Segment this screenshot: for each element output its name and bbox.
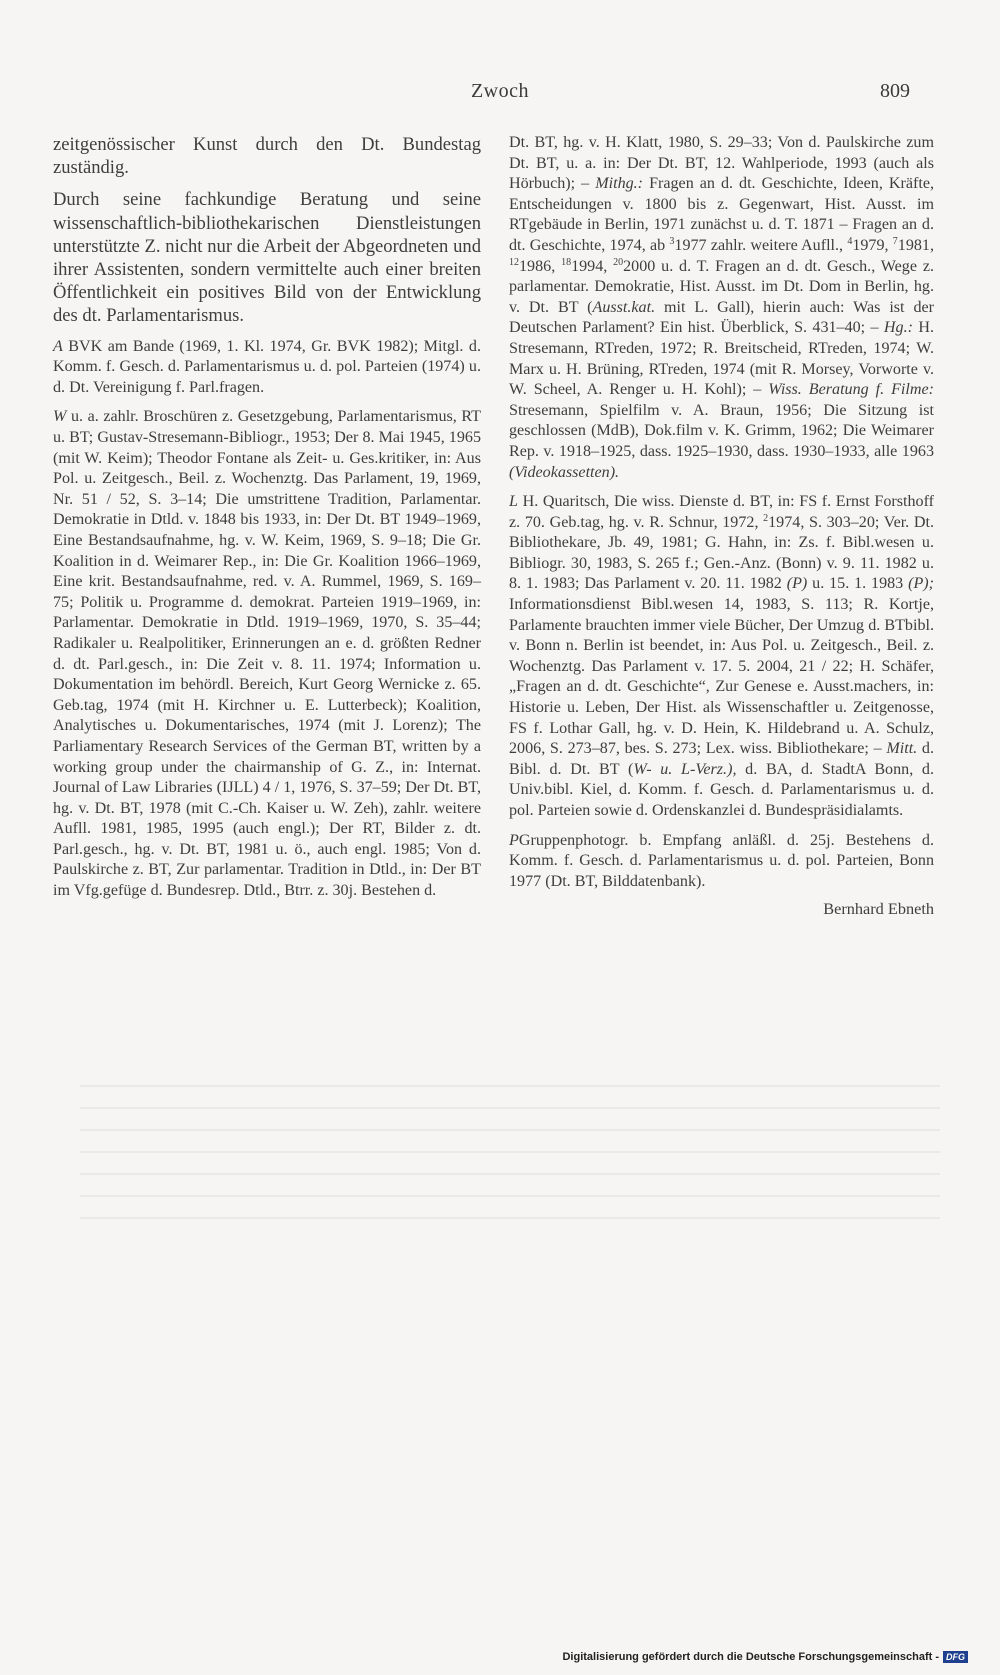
- literature-text: Informationsdienst Bibl.wesen 14, 1983, S. 113; R. Kortje, Parlamente brauchten immer viele Bücher, Der Umzug d. BTbibl. v. Bonn n. Berlin ist beendet, in: Aus Pol. u. Zeitgesch., Beil. z. Wochenztg. Das Parlament v. 17. 5. 2004, 21 / 22; H. Schäfer, „Fragen an d. dt. Geschichte“, Zur Genese e. Ausst.machers, in: Historie u. Leben, Der Hist. als Wissenschaftler u. Zeitgenosse, FS f. Lothar Gall, hg. v. D. Hein, K. Hildebrand u. A. Schulz, 2006, S. 273–87, bes. S. 273; Lex. wiss. Bibliothekare; –: [509, 596, 934, 758]
- works-section: [53, 407, 481, 901]
- works-continued: [509, 133, 934, 483]
- edition-superscript: 2: [763, 512, 769, 524]
- works-text: u. a. zahlr. Broschüren z. Gesetzgebung, Parlamentarismus, RT u. BT; Gustav-Stresemann-Bibliogr., 1953; Der 8. Mai 1945, 1965 (mit W. Keim); Theodor Fontane als Zeit- u. Ges.kritiker, in: Aus Pol. u. Zeitgesch., Beil. z. Wochenztg. Das Parlament, 19, 1969, Nr. 51 / 52, S. 3–14; Die umstrittene Tradition, Parlamentar. Demokratie in Dtld. v. 1848 bis 1933, in: Der Dt. BT 1949–1969, Eine Bestandsaufnahme, hg. v. W. Keim, 1969, S. 9–18; Die Gr. Koalition in d. Weimarer Rep., in: Die Gr. Koalition 1966–1969, Eine krit. Bestandsaufnahme, red. v. A. Rummel, 1969, S. 169–75; Politik u. Programme d. demokrat. Parteien 1919–1969, in: Parlamentar. Demokratie in Dtld. 1919–1969, 1970, S. 35–44; Radikaler u. Realpolitiker, Erinnerungen an e. d. größten Redner d. dt. Parl.gesch., in: Die Zeit v. 8. 11. 1974; Information u. Dokumentation im behördl. Bereich, Kurt Georg Wernicke z. 65. Geb.tag, 1974 (mit H. Kirchner u. E. Lutterbeck); Koalition, Analytisches u. Dokumentarisches, 1974 (mit J. Lorenz); The Parliamentary Research Services of the German BT, written by a working group under the chairmanship of G. Z., in: Internat. Journal of Law Libraries (IJLL) 4 / 1, 1976, S. 37–59; Der Dt. BT, hg. v. Dt. BT, 1978 (mit C.-Ch. Kaiser u. W. Zeh), zahlr. weitere Aufll. 1981, 1985, 1995 (auch engl.); Der RT, Bilder z. dt. Parl.gesch., hg. v. Dt. BT, 1981 u. ö., auch engl. 1985; Von d. Paulskirche z. BT, Zur parlamentar. Tradition in Dtld., in: Der BT im Vfg.gefüge d. Bundesrep. Dtld., Btrr. z. 30j. Bestehen d.: [53, 408, 481, 900]
- page-number: 809: [880, 80, 910, 102]
- bleed-through-shadow: [80, 1085, 940, 1225]
- portrait-label: P: [509, 831, 519, 849]
- works-text-part: 1977 zahlr. weitere Aufll.,: [674, 236, 844, 254]
- edition-superscript: 7: [892, 235, 898, 247]
- edition-superscript: 12: [509, 256, 519, 268]
- dfg-logo: DFG: [943, 1651, 968, 1663]
- works-text-part: 2000 u. d. T. Fragen an d. dt. Gesch., Wege z. parlamentar. Demokratie, Hist. Ausst. im Dt. Dom in Berlin, hg. v. Dt. BT (: [509, 257, 934, 316]
- literature-section: [509, 492, 934, 822]
- literature-verz-label: W- u. L-Verz.),: [633, 760, 737, 778]
- edition-superscript: 20: [613, 256, 624, 268]
- works-hg-label: Hg.:: [883, 319, 913, 337]
- works-text-part: 1986,: [519, 257, 556, 275]
- awards-text: BVK am Bande (1969, 1. Kl. 1974, Gr. BVK 1982); Mitgl. d. Komm. f. Gesch. d. Parlamentarismus u. d. pol. Parteien (1974) u. d. Dt. Vereinigung f. Parl.fragen.: [53, 337, 481, 396]
- literature-text: d. Bibl. d. Dt. BT (: [509, 740, 934, 778]
- works-label: W: [53, 408, 67, 426]
- body-paragraph-1: zeitgenössischer Kunst durch den Dt. Bundestag zuständig.: [53, 134, 481, 179]
- works-mithg-label: Mithg.:: [595, 175, 644, 193]
- literature-mitt-label: Mitt.: [886, 740, 918, 758]
- works-text-part: Dt. BT, hg. v. H. Klatt, 1980, S. 29–33; Von d. Paulskirche zum Dt. BT, u. a. in: Der Dt. BT, 12. Wahlperiode, 1993 (auch als Hörbuch); –: [509, 134, 934, 193]
- works-ausst-label: Ausst.kat.: [592, 298, 656, 316]
- right-column: [509, 133, 934, 919]
- article-author: Bernhard Ebneth: [823, 899, 934, 919]
- works-text-part: 1979,: [852, 236, 889, 254]
- literature-label: L: [509, 493, 518, 511]
- works-wiss-label: Wiss. Beratung f. Filme:: [768, 381, 934, 399]
- portrait-section: [509, 831, 934, 893]
- literature-text: 1974, S. 303–20; Ver. Dt. Bibliothekare, Jb. 49, 1981; G. Hahn, in: Zs. f. Bibl.wesen u. Bibliogr. 30, 1983, S. 265 f.; Gen.-Anz. (Bonn) v. 9. 11. 1982 u. 8. 1. 1983; Das Parlament v. 20. 11. 1982: [509, 513, 934, 593]
- awards-section: [53, 337, 481, 399]
- works-video-label: (Videokassetten).: [509, 463, 620, 481]
- literature-text: u. 15. 1. 1983: [812, 575, 904, 593]
- awards-label: A: [53, 337, 63, 355]
- digitization-footer: [562, 1651, 968, 1663]
- edition-superscript: 3: [669, 235, 675, 247]
- works-text-part: 1994,: [571, 257, 608, 275]
- body-paragraph-2: Durch seine fachkundige Beratung und seine wissenschaftlich-bibliothekarischen Dienstleistungen unterstützte Z. nicht nur die Arbeit der Abgeordneten und ihrer Assistenten, sondern vermittelte auch einer breiten Öffentlichkeit ein positives Bild von der Entwicklung des dt. Parlamentarismus.: [53, 189, 481, 327]
- portrait-text: Gruppenphotogr. b. Empfang anläßl. d. 25j. Bestehens d. Komm. f. Gesch. d. Parlamentarismus u. d. pol. Parteien, Bonn 1977 (Dt. BT, Bilddatenbank).: [509, 831, 934, 890]
- edition-superscript: 18: [561, 256, 572, 268]
- works-text-part: Fragen an d. dt. Geschichte, Ideen, Kräfte, Entscheidungen v. 1800 bis z. Gegenwart, Hist. Ausst. im RTgebäude in Berlin, 1971 zunächst u. d. T. 1871 – Fragen an d. dt. Geschichte, 1974, ab: [509, 175, 934, 254]
- photo-marker: (P): [786, 575, 808, 593]
- works-text-part: H. Stresemann, RTreden, 1972; R. Breitscheid, RTreden, 1974; W. Marx u. H. Brüning, RTreden, 1974 (mit R. Morsey, Vorworte v. W. Scheel, A. Renger u. H. Kohl); –: [509, 319, 934, 399]
- literature-text: H. Quaritsch, Die wiss. Dienste d. BT, in: FS f. Ernst Forsthoff z. 70. Geb.tag, hg. v. R. Schnur, 1972,: [509, 493, 934, 531]
- literature-text: d. BA, d. StadtA Bonn, d. Univ.bibl. Kiel, d. Komm. f. Gesch. d. Parlamentarismus u. d. pol. Parteien sowie d. Ordenskanzlei d. Bundespräsidialamts.: [509, 760, 934, 819]
- works-text-part: 1981,: [897, 236, 934, 254]
- running-head-title: Zwoch: [470, 80, 530, 102]
- works-text-part: mit L. Gall), hierin auch: Was ist der Deutschen Parlament? Ein hist. Überblick, S. 431–40; –: [509, 298, 934, 337]
- footer-text: Digitalisierung gefördert durch die Deutsche Forschungsgemeinschaft -: [562, 1651, 939, 1663]
- left-column: [53, 133, 481, 902]
- edition-superscript: 4: [847, 235, 853, 247]
- works-text-part: Stresemann, Spielfilm v. A. Braun, 1956; Die Sitzung ist geschlossen (MdB), Dok.film v. K. Grimm, 1962; Die Weimarer Rep. v. 1918–1925, dass. 1925–1930, dass. 1930–1933, alle 1963: [509, 401, 934, 460]
- photo-marker: (P);: [908, 575, 935, 593]
